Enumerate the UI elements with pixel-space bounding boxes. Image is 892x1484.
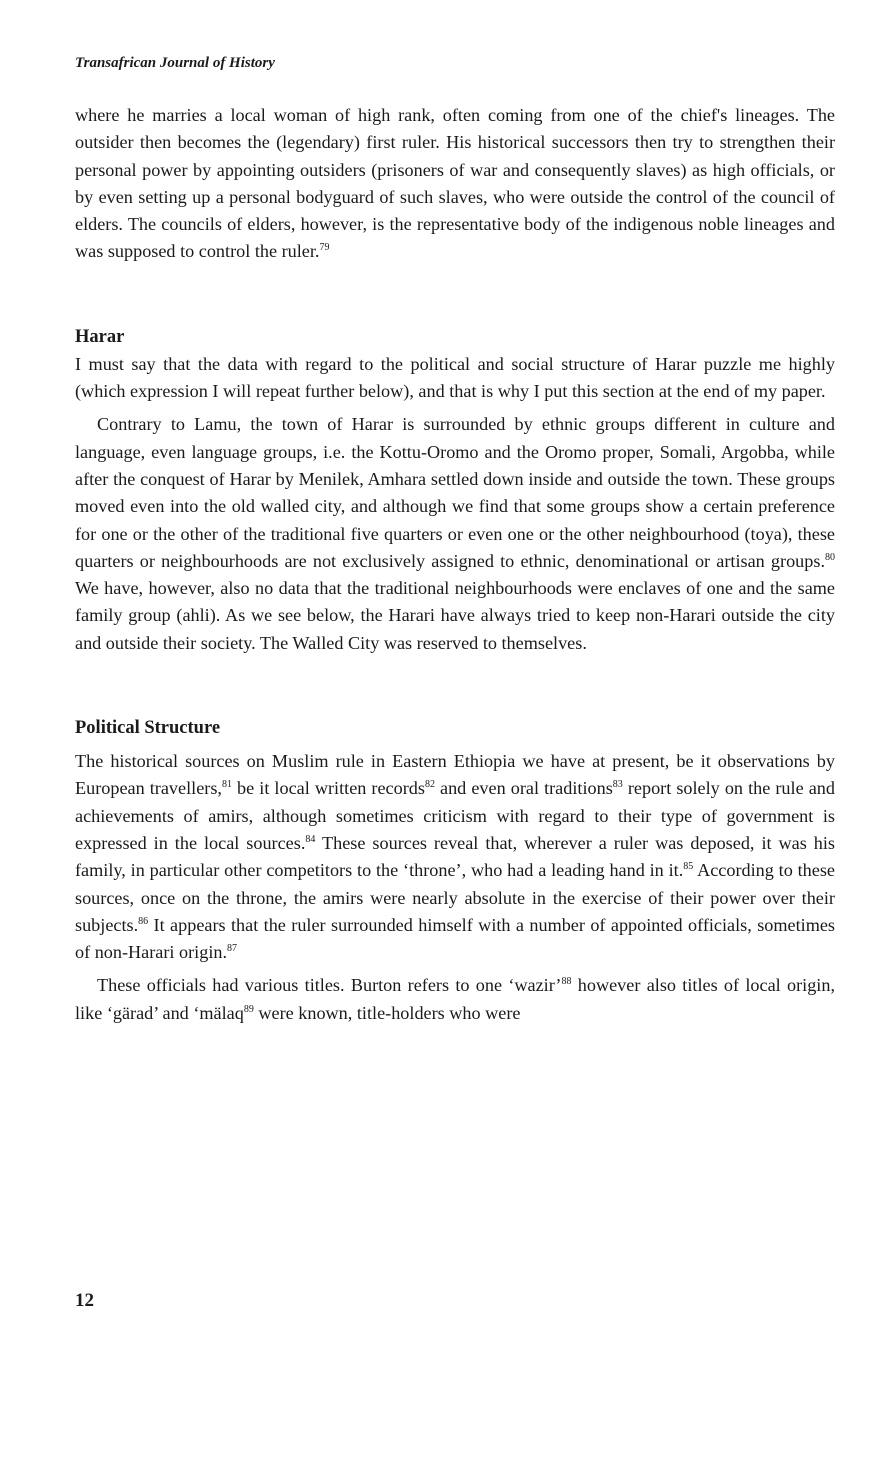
paragraph-1-text: where he marries a local woman of high rank, often coming from one of the chief's lineages. The outsider then becomes the (legendary) first ruler. His historical successors then try to strengthen their personal power by appointing outsiders (prisoners of war and consequently slaves) as high officials, or by even setting up a personal bodyguard of such slaves, who were outside the control of the council of elders. The councils of elders, however, is the representative body of the indigenous noble lineages and was supposed to control the ruler. xyxy=(75,105,835,262)
paragraph-4-text: report solely on the rule and achievements of amirs, although sometimes criticism with regard to their type of government is expressed in the local sources. xyxy=(75,778,835,853)
paragraph-3-text-b: We have, however, also no data that the traditional neighbourhoods were enclaves of one and the same family group (ahli). As we see below, the Harari have always tried to keep non-Harari outside the city and outside their society. The Walled City was reserved to themselves. xyxy=(75,578,835,653)
paragraph-4-text: The historical sources on Muslim rule in Eastern Ethiopia we have at present, be it observations by European travellers, xyxy=(75,751,835,799)
paragraph-4-text: and even oral traditions xyxy=(434,778,613,799)
paragraph-5 xyxy=(75,972,835,1027)
footnote-marker: 80 xyxy=(825,551,835,563)
section-title-harar: Harar xyxy=(75,326,125,347)
footnote-marker: 87 xyxy=(227,943,238,955)
paragraph-3-text-a: Contrary to Lamu, the town of Harar is surrounded by ethnic groups different in culture and language, even language groups, i.e. the Kottu-Oromo and the Oromo proper, Somali, Argobba, while after the conquest of Harar by Menilek, Amhara settled down inside and outside the town. These groups moved even into the old walled city, and although we find that some groups show a certain preference for one or the other of the traditional five quarters or even one or the other neighbourhood (toya), these quarters or neighbourhoods are not exclusively assigned to ethnic, denominational or artisan groups. xyxy=(75,414,835,571)
section-title-political-structure: Political Structure xyxy=(75,718,221,739)
running-head: Transafrican Journal of History xyxy=(75,55,275,71)
footnote-marker: 86 xyxy=(138,915,149,927)
footnote-marker: 82 xyxy=(424,779,435,791)
footnote-marker: 83 xyxy=(612,779,623,791)
paragraph-4-text: These sources reveal that, wherever a ruler was deposed, it was his family, in particular other competitors to the ‘throne’, who had a leading hand in it. xyxy=(75,832,835,881)
paragraph-4-text: According to these sources, once on the throne, the amirs were nearly absolute in the exercise of their power over their subjects. xyxy=(75,860,835,935)
footnote-marker: 88 xyxy=(561,976,572,988)
footnote-marker: 84 xyxy=(305,833,316,845)
footnote-marker: 81 xyxy=(221,779,232,791)
paragraph-4-text: It appears that the ruler surrounded himself with a number of appointed officials, sometimes of non-Harari origin. xyxy=(75,914,835,963)
paragraph-5-text: were known, title-holders who were xyxy=(253,1002,521,1023)
paragraph-5-text: These officials had various titles. Burton refers to one ‘wazir’ xyxy=(97,975,562,996)
page-number: 12 xyxy=(75,1290,94,1311)
page-content xyxy=(75,55,835,1027)
footnote-marker: 89 xyxy=(243,1003,254,1015)
paragraph-2: I must say that the data with regard to the political and social structure of Harar puzzle me highly (which expression I will repeat further below), and that is why I put this section at the end of my paper. xyxy=(75,353,835,402)
paragraph-3 xyxy=(75,411,835,657)
paragraph-4 xyxy=(75,748,835,966)
footnote-marker: 85 xyxy=(683,861,694,873)
paragraph-4-text: be it local written records xyxy=(231,778,425,799)
footnote-marker: 79 xyxy=(319,242,330,254)
paragraph-1 xyxy=(75,102,835,266)
paragraph-5-text: however also titles of local origin, like ‘gärad’ and ‘mälaq xyxy=(75,975,835,1023)
